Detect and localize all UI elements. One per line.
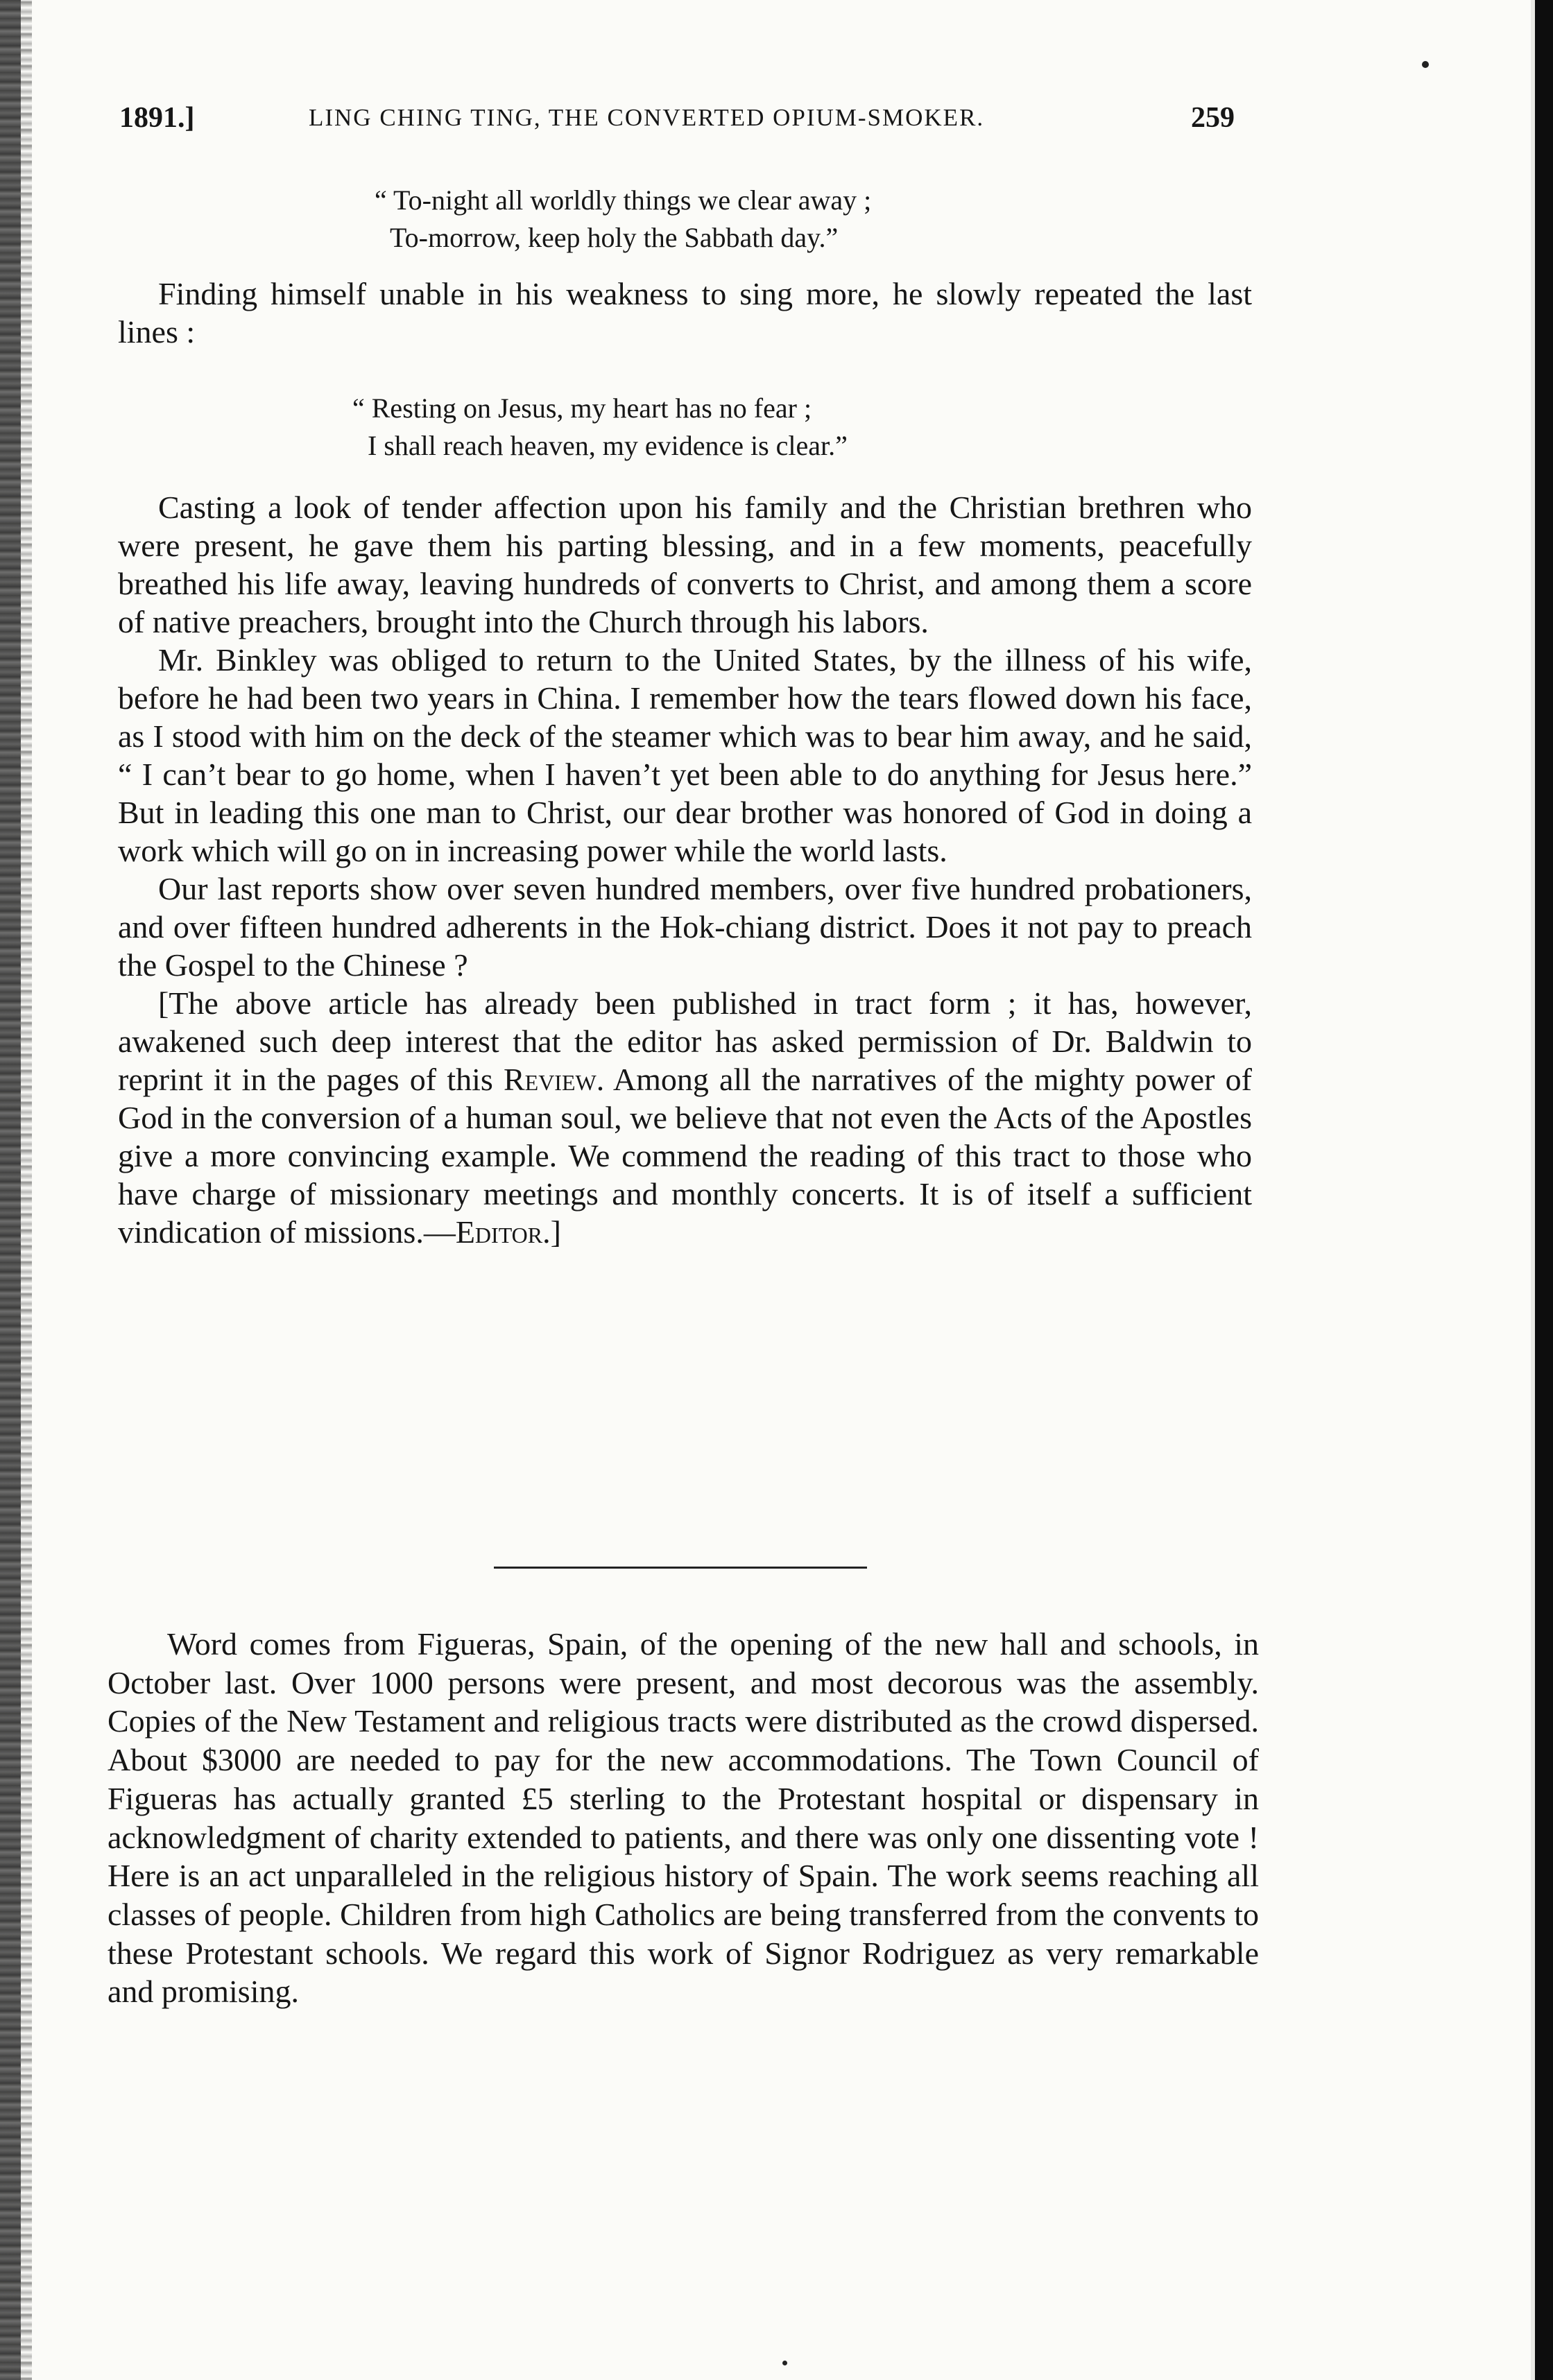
scan-left-edge — [0, 0, 21, 2380]
editor-note-text: . Among all the narratives of the mighty power of God in the conversion of a human soul, we believe that not even the Acts of the Apostles give a more convincing example. We commend the reading of this tract to those who have charge of missionary meetings and monthly concerts. It is of itself a sufficient vindication of missions.— — [118, 1062, 1252, 1250]
scan-speck — [1422, 61, 1429, 68]
scan-speck — [782, 2361, 787, 2365]
editor-note-text: [The above article has already been published in tract form ; it has, however, awakened such deep interest that the editor has asked permission of Dr. Baldwin to reprint it in the pages of this — [118, 985, 1252, 1097]
verse-2 — [352, 390, 848, 465]
paragraph-text: Finding himself unable in his weakness to sing more, he slowly repeated the last lines : — [118, 276, 1252, 350]
verse-line: To-morrow, keep holy the Sabbath day.” — [390, 222, 839, 253]
review-title: Review — [503, 1062, 597, 1097]
editor-note — [118, 984, 1252, 1251]
verse-line: I shall reach heaven, my evidence is clear.” — [368, 430, 848, 461]
paragraph-3: Mr. Binkley was obliged to return to the United States, by the illness of his wife, before he had been two years in China. I remember how the tears flowed down his face, as I stood with him on the deck of the steamer which was to bear him away, and he said, “ I can’t bear to go home, when I haven’t yet been able to do anything for Jesus here.” But in leading this one man to Christ, our dear brother was honored of God in doing a work which will go on in increasing power while the world lasts. — [118, 642, 1252, 868]
scan-right-edge — [1535, 0, 1553, 2380]
paragraph-2: Casting a look of tender affection upon his family and the Christian brethren who were present, he gave them his parting blessing, and in a few moments, peacefully breathed his life away, leaving hundreds of converts to Christ, and among them a score of native preachers, brought into the Church through his labors. — [118, 490, 1252, 639]
editor-signature: Editor — [455, 1214, 543, 1250]
editor-note-close: .] — [542, 1214, 561, 1250]
main-text — [118, 488, 1252, 1251]
running-head-title: LING CHING TING, THE CONVERTED OPIUM-SMOKER. — [309, 104, 985, 131]
paragraph-4: Our last reports show over seven hundred members, over five hundred probationers, and over fifteen hundred adherents in the Hok-chiang district. Does it not pay to preach the Gospel to the Chinese ? — [118, 871, 1252, 983]
running-head — [0, 97, 1553, 139]
section-divider — [494, 1567, 867, 1569]
verse-1 — [375, 182, 871, 257]
figueras-item — [108, 1625, 1259, 2011]
page-number: 259 — [1191, 102, 1235, 134]
scan-left-shadow — [21, 0, 32, 2380]
paragraph-1 — [118, 275, 1252, 351]
running-head-year: 1891.] — [119, 102, 195, 134]
verse-line: “ Resting on Jesus, my heart has no fear ; — [352, 393, 812, 424]
verse-line: “ To-night all worldly things we clear away ; — [375, 184, 872, 216]
figueras-item-text: Word comes from Figueras, Spain, of the opening of the new hall and schools, in October last. Over 1000 persons were present, and most decorous was the assembly. Copies of the New Testament and religious tracts were distributed as the crowd dispersed. About $3000 are needed to pay for the new accommodations. The Town Council of Figueras has actually granted £5 sterling to the Protestant hospital or dispensary in acknowledgment of charity extended to patients, and there was only one dissenting vote ! Here is an act unparalleled in the religious history of Spain. The work seems reaching all classes of people. Children from high Catholics are being transferred from the convents to these Protestant schools. We regard this work of Signor Rodriguez as very remarkable and promising. — [108, 1626, 1259, 2010]
